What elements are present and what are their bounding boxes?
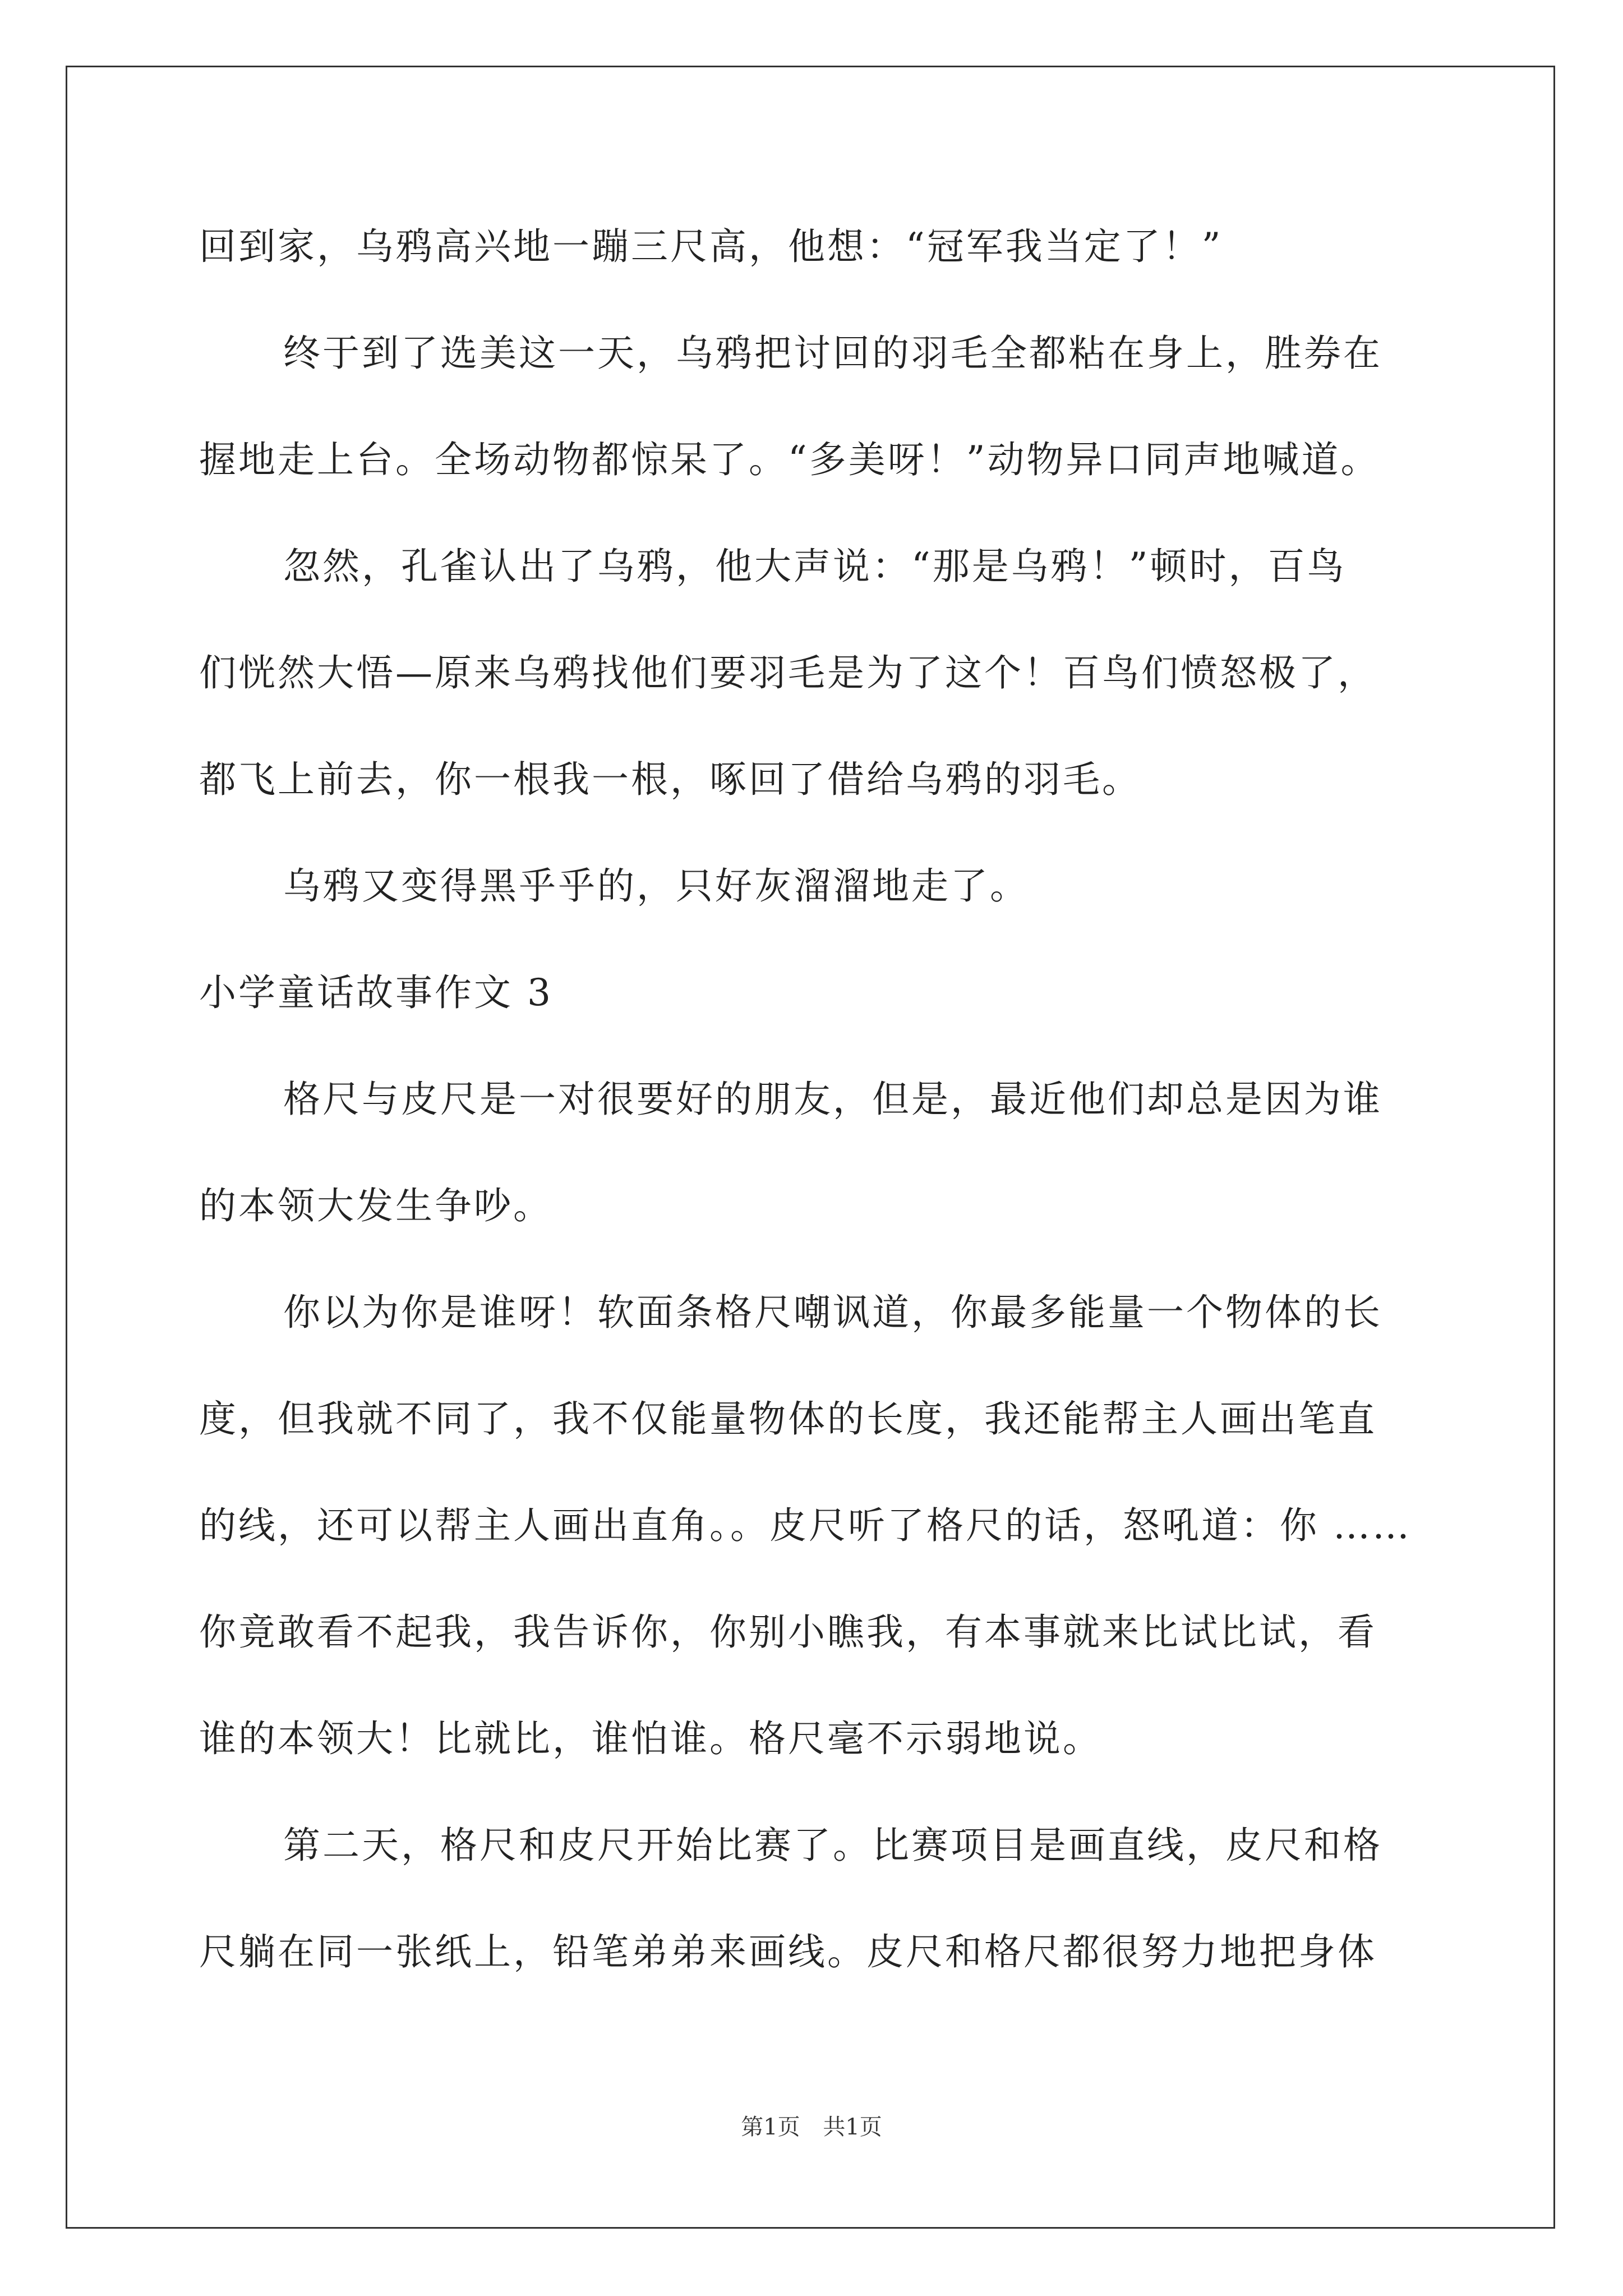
page-footer <box>0 2109 1623 2141</box>
paragraph-line: 乌鸦又变得黑乎乎的，只好灰溜溜地走了。 <box>283 864 1029 908</box>
paragraph-line: 握地走上台。全场动物都惊呆了。“多美呀！”动物异口同声地喊道。 <box>199 438 1380 481</box>
paragraph-line: 谁的本领大！比就比，谁怕谁。格尺毫不示弱地说。 <box>199 1717 1102 1760</box>
section-heading: 小学童话故事作文 3 <box>199 971 553 1014</box>
paragraph-line: 们恍然大悟—原来乌鸦找他们要羽毛是为了这个！百鸟们愤怒极了， <box>199 651 1377 694</box>
paragraph-line: 的线，还可以帮主人画出直角。。皮尺听了格尺的话，怒吼道：你 …… <box>199 1504 1412 1547</box>
paragraph-line: 度，但我就不同了，我不仅能量物体的长度，我还能帮主人画出笔直 <box>199 1397 1377 1441</box>
paragraph-line: 回到家，乌鸦高兴地一蹦三尺高，他想：“冠军我当定了！” <box>199 225 1223 268</box>
page-number-total: 共1页 <box>823 2114 882 2140</box>
paragraph-line: 你以为你是谁呀！软面条格尺嘲讽道，你最多能量一个物体的长 <box>283 1291 1382 1334</box>
paragraph-line: 终于到了选美这一天，乌鸦把讨回的羽毛全都粘在身上，胜券在 <box>283 332 1382 375</box>
paragraph-line: 的本领大发生争吵。 <box>199 1184 552 1227</box>
paragraph-line: 都飞上前去，你一根我一根，啄回了借给乌鸦的羽毛。 <box>199 758 1141 801</box>
paragraph-line: 尺躺在同一张纸上，铅笔弟弟来画线。皮尺和格尺都很努力地把身体 <box>199 1930 1377 1973</box>
paragraph-line: 第二天，格尺和皮尺开始比赛了。比赛项目是画直线，皮尺和格 <box>283 1824 1382 1867</box>
paragraph-line: 格尺与皮尺是一对很要好的朋友，但是，最近他们却总是因为谁 <box>283 1078 1382 1121</box>
page-number-current: 第1页 <box>741 2114 800 2140</box>
paragraph-line: 你竟敢看不起我，我告诉你，你别小瞧我，有本事就来比试比试，看 <box>199 1611 1377 1654</box>
paragraph-line: 忽然，孔雀认出了乌鸦，他大声说：“那是乌鸦！”顿时，百鸟 <box>283 545 1347 588</box>
document-body <box>199 213 1430 2025</box>
